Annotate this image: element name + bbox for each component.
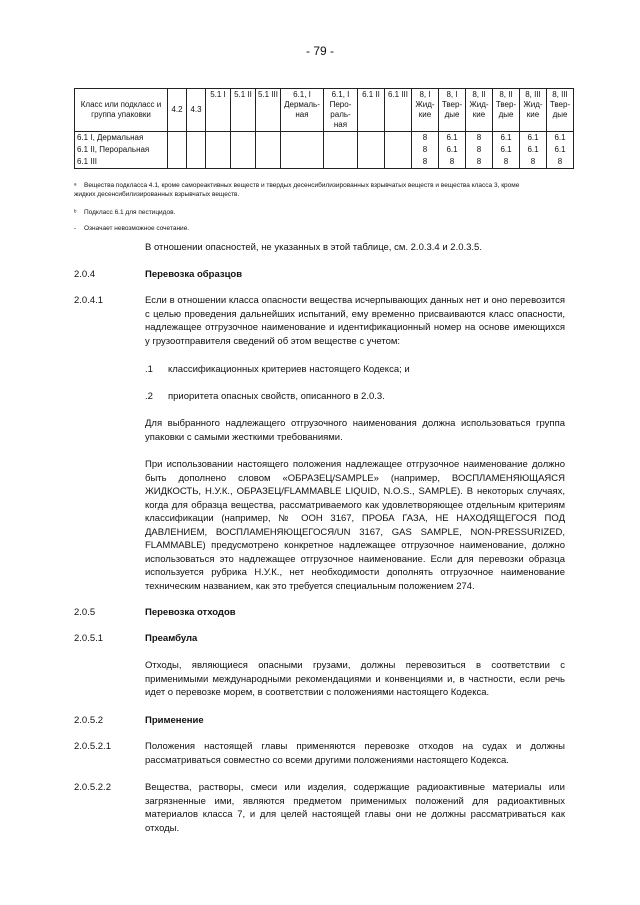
table-cell — [256, 144, 281, 156]
table-header-cell: 4.2 — [168, 89, 187, 132]
table-cell: 8 — [412, 132, 439, 145]
table-header-cell: 5.1 III — [256, 89, 281, 132]
list-item-mark: .2 — [145, 391, 153, 402]
table-header-row — [75, 89, 574, 132]
table-cell — [324, 132, 358, 145]
table-cell: 8 — [466, 144, 493, 156]
table-cell — [187, 132, 206, 145]
table-cell — [324, 144, 358, 156]
section-number: 2.0.5.2.2 — [74, 782, 111, 793]
table-header-cell: 6.1 II — [358, 89, 385, 132]
table-header-cell: 6.1, I Дермаль-ная — [281, 89, 324, 132]
table-cell — [358, 156, 385, 169]
list-item-text: приоритета опасных свойств, описанного в 2.0.3. — [168, 391, 385, 402]
section-number: 2.0.5.2.1 — [74, 741, 111, 752]
section-heading: Применение — [145, 715, 204, 726]
section-number: 2.0.5.2 — [74, 715, 104, 726]
table-cell: 8 — [493, 156, 520, 169]
page-number: - 79 - — [305, 44, 334, 58]
table-cell: 6.1 — [520, 144, 547, 156]
table-cell — [281, 144, 324, 156]
table-cell — [231, 144, 256, 156]
footnote-c — [74, 224, 574, 233]
paragraph: Для выбранного надлежащего отгрузочного наименования должна использоваться группа упаковки с самыми жесткими требованиями. — [145, 418, 565, 443]
table-cell — [324, 156, 358, 169]
table-cell — [385, 156, 412, 169]
table-header-cell: 8, III Твер-дые — [547, 89, 574, 132]
table-cell — [206, 144, 231, 156]
footnote-text: Подкласс 6.1 для пестицидов. — [84, 209, 176, 216]
paragraph: Отходы, являющиеся опасными грузами, должны перевозиться в соответствии с применимыми международными рекомендациями и конвенциями и, в частности, если речь идет о перевозке морем, в соответствии с положениями настоящего Кодекса. — [145, 660, 565, 698]
table-row — [75, 144, 574, 156]
paragraph: Положения настоящей главы применяются перевозке отходов на судах и должны рассматриваться совместно со всеми другими положениями настоящего Кодекса. — [145, 741, 565, 766]
table-header-cell: 4.3 — [187, 89, 206, 132]
footnote-b — [74, 208, 574, 217]
table-row-label: 6.1 III — [75, 156, 168, 169]
table-cell: 6.1 — [493, 132, 520, 145]
table-cell — [206, 156, 231, 169]
footnote-a — [74, 181, 574, 199]
footnote-mark: - — [74, 225, 77, 232]
table-row-label: 6.1 I, Дермальная — [75, 132, 168, 145]
table-header-cell: 8, III Жид-кие — [520, 89, 547, 132]
table-cell: 8 — [520, 156, 547, 169]
table-cell — [385, 132, 412, 145]
table-row — [75, 156, 574, 169]
table-cell: 6.1 — [547, 132, 574, 145]
table-header-cell: 8, I Жид-кие — [412, 89, 439, 132]
table-cell: 6.1 — [439, 132, 466, 145]
footnote-text: жидких десенсибилизированных взрывчатых веществ. — [74, 191, 240, 198]
list-item-text: классификационных критериев настоящего Кодекса; и — [168, 364, 410, 375]
table-header-cell: 6.1, I Перо-раль-ная — [324, 89, 358, 132]
table-header-cell: 5.1 I — [206, 89, 231, 132]
table-cell: 8 — [547, 156, 574, 169]
footnote-text: Вещества подкласса 4.1, кроме самореактивных веществ и твердых десенсибилизированных взрывчатых веществ и вещества класса 3, кроме — [84, 182, 520, 189]
table-cell — [256, 156, 281, 169]
table-header-cell: 8, II Твер-дые — [493, 89, 520, 132]
table-cell — [385, 144, 412, 156]
table-cell — [231, 132, 256, 145]
table-cell — [168, 144, 187, 156]
table-cell — [281, 132, 324, 145]
footnote-mark: ᵃ — [74, 182, 77, 189]
section-number: 2.0.4 — [74, 269, 96, 280]
table-header-label: Класс или подкласс и группа упаковки — [75, 89, 168, 132]
table-cell — [168, 156, 187, 169]
table-cell: 6.1 — [547, 144, 574, 156]
section-heading: Преамбула — [145, 633, 198, 644]
table-cell — [358, 132, 385, 145]
footnote-text: Означает невозможное сочетание. — [84, 225, 190, 232]
table-row — [75, 132, 574, 145]
table-cell: 8 — [412, 156, 439, 169]
intro-paragraph: В отношении опасностей, не указанных в этой таблице, см. 2.0.3.4 и 2.0.3.5. — [145, 242, 482, 253]
section-number: 2.0.5 — [74, 607, 96, 618]
table-header-cell: 6.1 III — [385, 89, 412, 132]
table-cell — [256, 132, 281, 145]
paragraph: Если в отношении класса опасности вещества исчерпывающих данных нет и оно перевозится с целью проведения дальнейших испытаний, ему временно присваиваются класс опасности, надлежащее отгрузочное наименование и идентификационный номер на основе имеющихся у грузоотправителя сведений об этом веществе с учетом: — [145, 295, 565, 347]
table-cell: 6.1 — [520, 132, 547, 145]
classification-table — [74, 88, 574, 169]
table-cell: 8 — [412, 144, 439, 156]
paragraph: При использовании настоящего положения надлежащее отгрузочное наименование должно быть дополнено словом «ОБРАЗЕЦ/SAMPLE» (например, ВОСПЛАМЕНЯЮЩАЯСЯ ЖИДКОСТЬ, Н.У.К., ОБРАЗЕЦ/FLAMMABLE LIQUID, N.O.S., SAMPLE). В некоторых случаях, когда для образца вещества, рассматриваемого как удовлетворяющее отдельным критериям классификации (например, № ООН 3167, ПРОБА ГАЗА, НЕ НАХОДЯЩЕГОСЯ ПОД ДАВЛЕНИЕМ, ВОСПЛАМЕНЯЮЩЕГОСЯ/UN 3167, GAS SAMPLE, NON-PRESSURIZED, FLAMMABLE) предусмотрено конкретное надлежащее отгрузочное наименование, должно использоваться это надлежащее отгрузочное наименование. Если для перевозки образца используется рубрика Н.У.К., нет необходимости дополнять отгрузочное наименование техническим названием, как это требуется специальным положением 274. — [145, 459, 565, 592]
table-cell: 8 — [466, 156, 493, 169]
table-cell: 6.1 — [493, 144, 520, 156]
table-cell — [168, 132, 187, 145]
section-heading: Перевозка образцов — [145, 269, 243, 280]
table-header-cell: 5.1 II — [231, 89, 256, 132]
footnote-mark: ᵇ — [74, 209, 77, 216]
table-cell: 8 — [439, 156, 466, 169]
paragraph: Вещества, растворы, смеси или изделия, содержащие радиоактивные материалы или загрязненные ими, являются предметом применимых положений для радиоактивных материалов класса 7, и для целей настоящей главы они не должны рассматриваться как отходы. — [145, 782, 565, 834]
table-cell: 6.1 — [439, 144, 466, 156]
table-header-cell: 8, I Твер-дые — [439, 89, 466, 132]
table-cell — [231, 156, 256, 169]
section-heading: Перевозка отходов — [145, 607, 236, 618]
section-number: 2.0.5.1 — [74, 633, 104, 644]
list-item-mark: .1 — [145, 364, 153, 375]
table-cell — [281, 156, 324, 169]
section-number: 2.0.4.1 — [74, 295, 104, 306]
table-cell — [358, 144, 385, 156]
table-header-cell: 8, II Жид-кие — [466, 89, 493, 132]
table-cell — [187, 144, 206, 156]
table-cell: 8 — [466, 132, 493, 145]
table-row-label: 6.1 II, Пероральная — [75, 144, 168, 156]
table-cell — [187, 156, 206, 169]
table-cell — [206, 132, 231, 145]
